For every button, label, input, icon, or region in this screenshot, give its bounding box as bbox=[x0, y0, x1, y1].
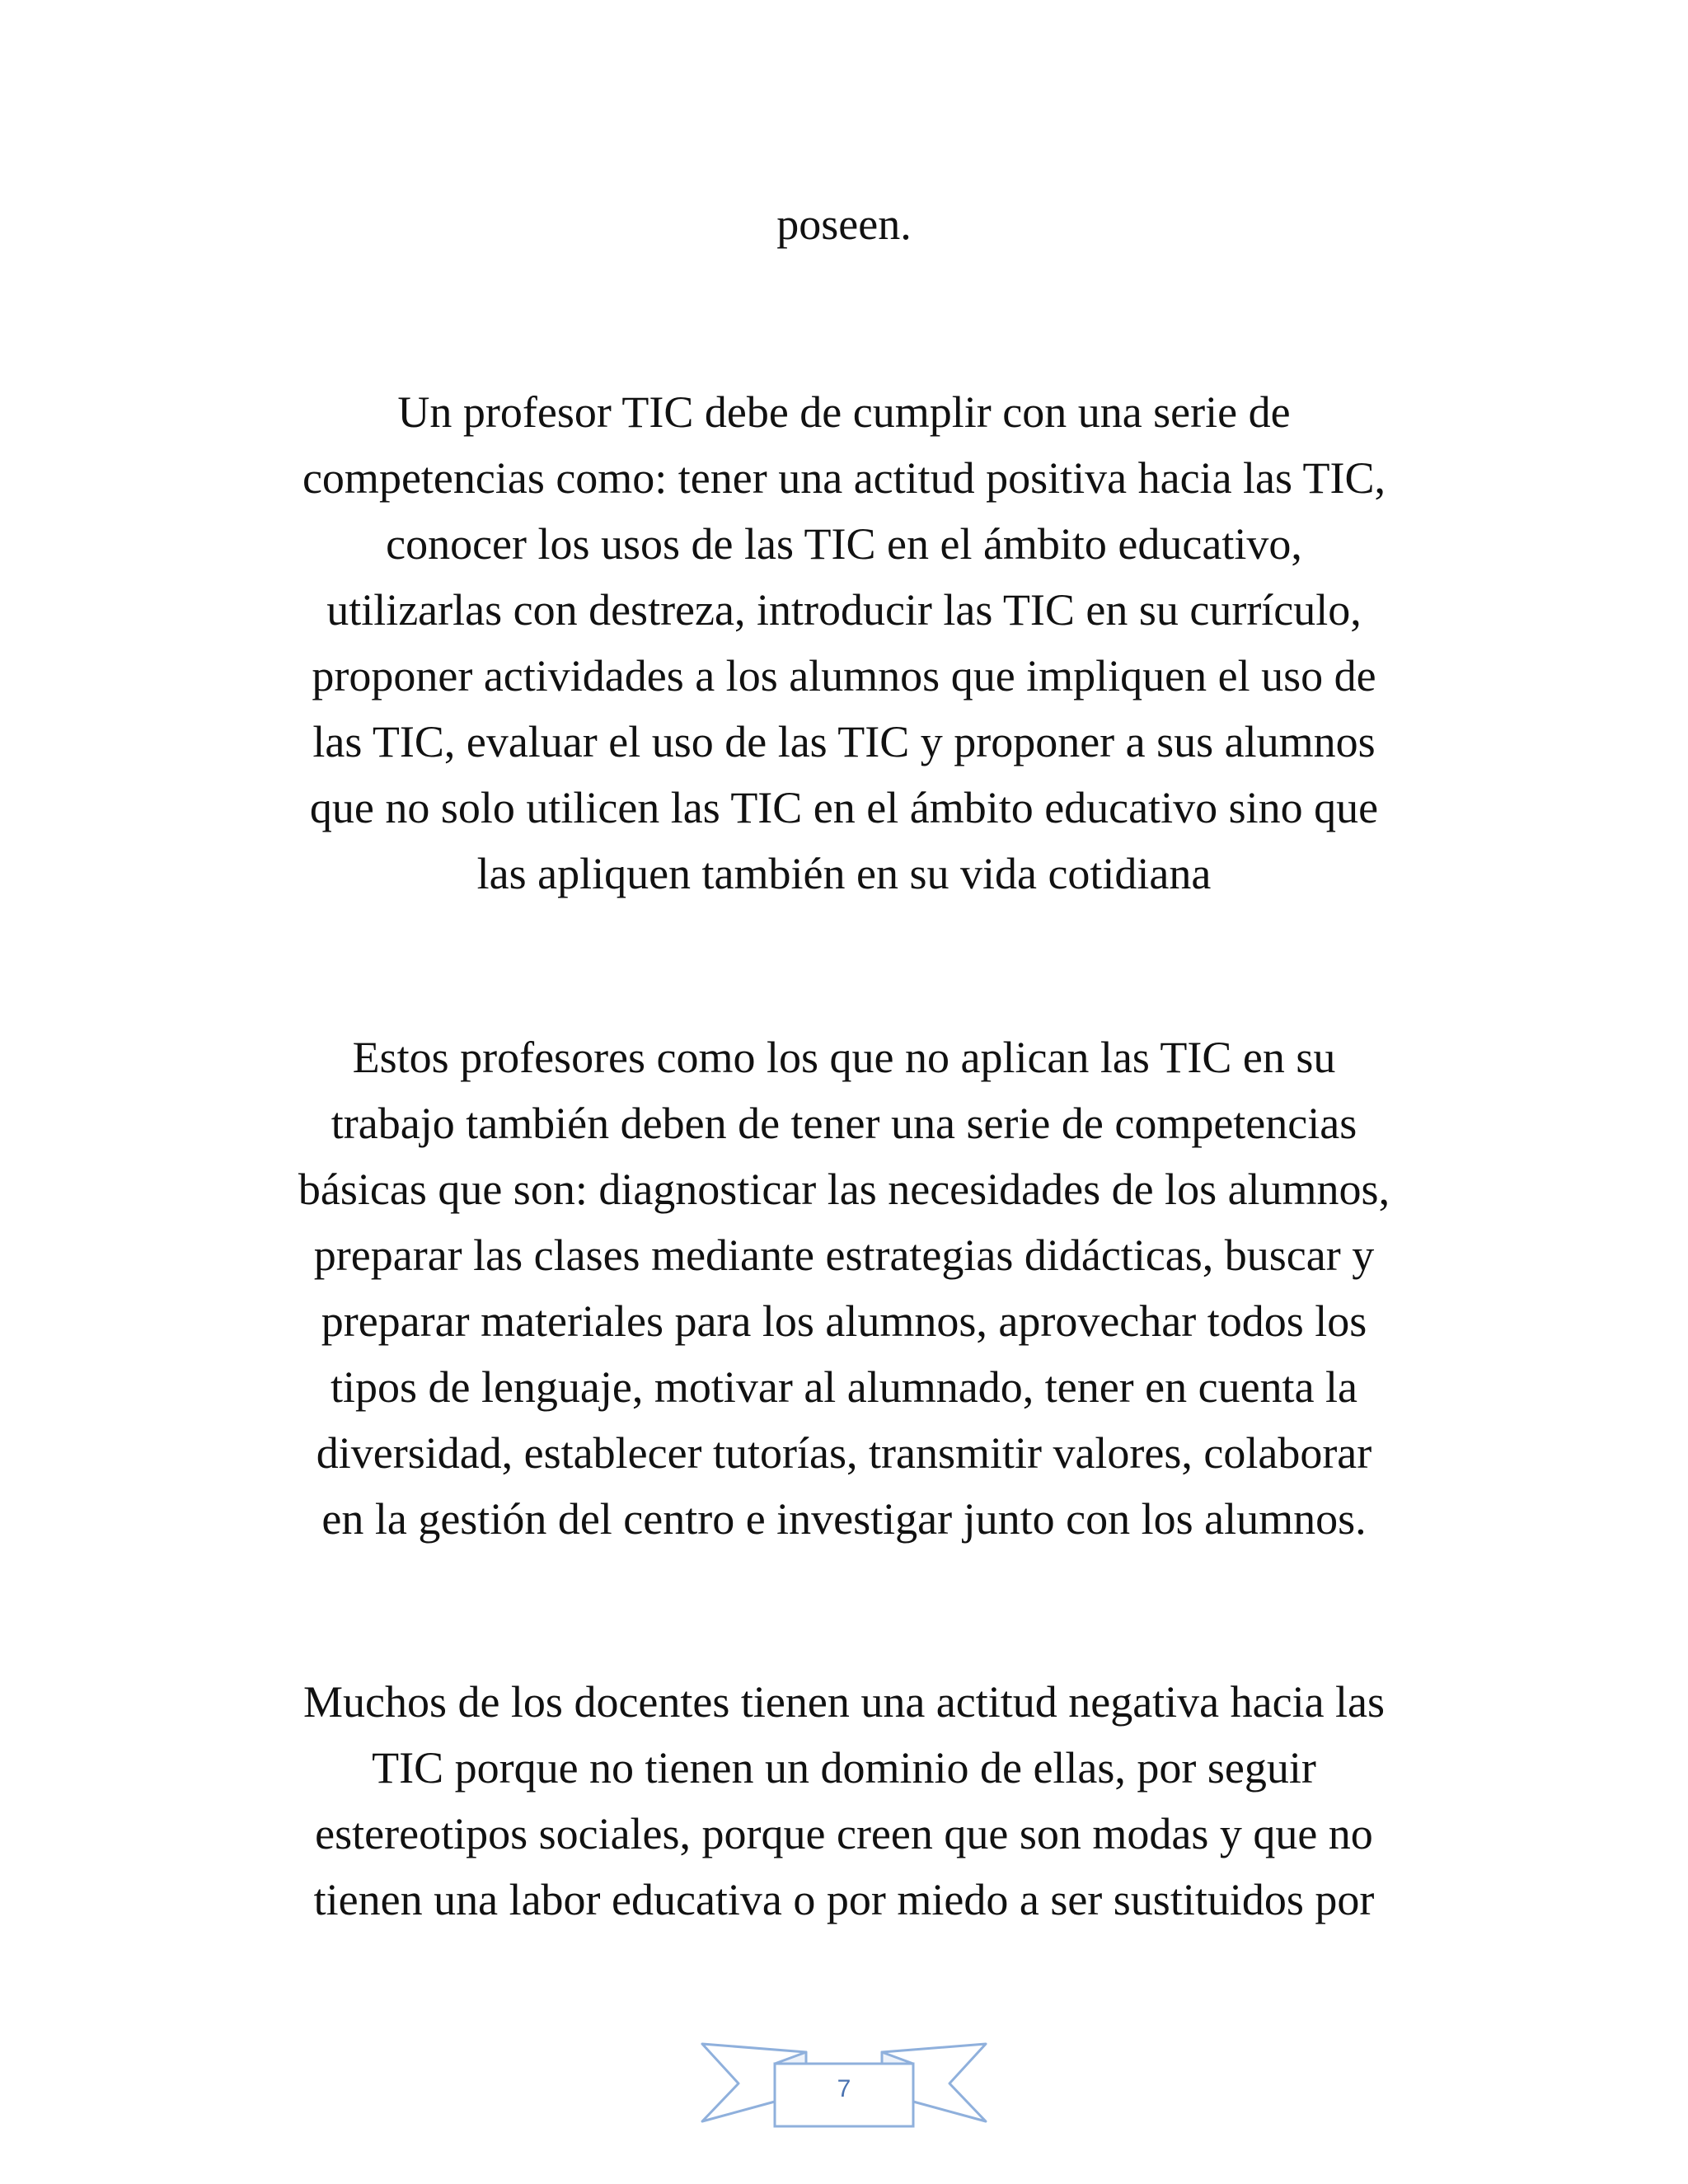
text-line: las TIC, evaluar el uso de las TIC y proponer a sus alumnos bbox=[312, 717, 1376, 766]
text-line: básicas que son: diagnosticar las necesidades de los alumnos, bbox=[298, 1165, 1390, 1214]
text-line: competencias como: tener una actitud positiva hacia las TIC, bbox=[302, 453, 1386, 503]
text-line: proponer actividades a los alumnos que impliquen el uso de bbox=[312, 651, 1376, 701]
text-line: utilizarlas con destreza, introducir las TIC en su currículo, bbox=[326, 585, 1362, 635]
text-line: Muchos de los docentes tienen una actitud negativa hacia las bbox=[302, 1677, 1386, 1727]
paragraph-continuation bbox=[132, 191, 1556, 257]
text-line: poseen. bbox=[776, 199, 912, 249]
text-line: que no solo utilicen las TIC en el ámbito educativo sino que bbox=[309, 783, 1379, 832]
text-line: preparar las clases mediante estrategias didácticas, buscar y bbox=[313, 1230, 1375, 1280]
paragraph-basic-competencies bbox=[132, 1024, 1556, 1552]
text-line: tienen una labor educativa o por miedo a ser sustituidos por bbox=[313, 1875, 1375, 1924]
text-line: estereotipos sociales, porque creen que son modas y que no bbox=[315, 1809, 1373, 1858]
text-line: diversidad, establecer tutorías, transmitir valores, colaborar bbox=[316, 1428, 1372, 1478]
text-line: trabajo también deben de tener una serie de competencias bbox=[331, 1099, 1357, 1148]
paragraph-negative-attitude bbox=[132, 1669, 1556, 1933]
text-line: preparar materiales para los alumnos, aprovechar todos los bbox=[321, 1296, 1367, 1346]
text-line: Un profesor TIC debe de cumplir con una serie de bbox=[397, 387, 1291, 437]
text-line: Estos profesores como los que no aplican las TIC en su bbox=[352, 1033, 1336, 1082]
text-line: las apliquen también en su vida cotidiana bbox=[476, 849, 1212, 898]
text-line: tipos de lenguaje, motivar al alumnado, tener en cuenta la bbox=[330, 1362, 1358, 1412]
text-line: conocer los usos de las TIC en el ámbito educativo, bbox=[386, 519, 1302, 569]
paragraph-tic-teacher-competencies bbox=[132, 379, 1556, 907]
page-number: 7 bbox=[837, 2075, 851, 2102]
text-line: en la gestión del centro e investigar junto con los alumnos. bbox=[321, 1494, 1367, 1544]
text-line: TIC porque no tienen un dominio de ellas, por seguir bbox=[372, 1743, 1316, 1793]
